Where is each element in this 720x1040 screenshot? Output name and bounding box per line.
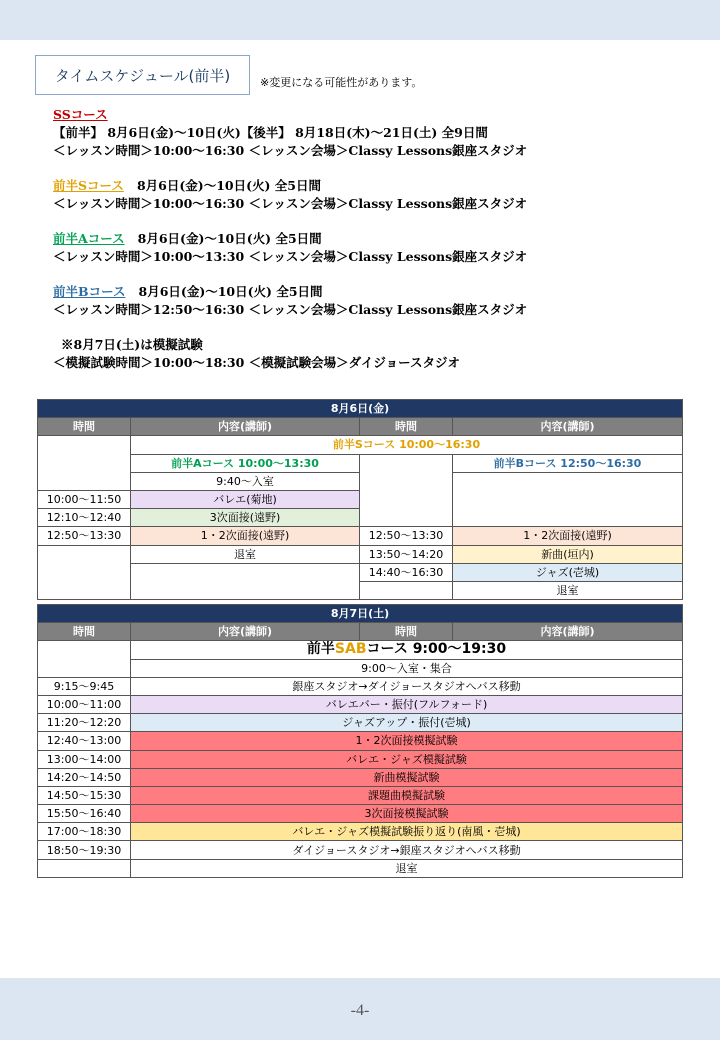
table-cell: 退室 — [131, 859, 683, 877]
col-content: 内容(講師) — [453, 418, 683, 436]
table-cell: 13:00～14:00 — [38, 750, 131, 768]
col-time: 時間 — [360, 623, 453, 641]
table-cell: 3次面接(遠野) — [131, 509, 360, 527]
change-note: ※変更になる可能性があります。 — [260, 76, 423, 89]
table-cell: ダイジョースタジオ→銀座スタジオへバス移動 — [131, 841, 683, 859]
b-course-name: 前半Bコース — [53, 284, 126, 299]
a-course-name: 前半Aコース — [53, 231, 125, 246]
table-cell: 9:40～入室 — [131, 472, 360, 490]
s-course-row: 前半Sコース 10:00～16:30 — [131, 436, 683, 454]
table-cell: 1・2次面接(遠野) — [131, 527, 360, 545]
ss-course-block — [53, 106, 527, 160]
table-cell — [131, 563, 360, 599]
table-cell: バレエ・ジャズ模擬試験振り返り(南風・壱城) — [131, 823, 683, 841]
a-course-row: 前半Aコース 10:00～13:30 — [131, 454, 360, 472]
exam-block — [53, 336, 460, 372]
table-cell: 退室 — [131, 545, 360, 563]
a-course-info: ＜レッスン時間＞10:00～13:30 ＜レッスン会場＞Classy Lessons銀座スタジオ — [53, 249, 528, 264]
table-cell: 課題曲模擬試験 — [131, 786, 683, 804]
b-course-dates: 8月6日(金)～10日(火) 全5日間 — [138, 284, 323, 299]
page-title: タイムスケジュール(前半) — [35, 55, 250, 95]
exam-info: ＜模擬試験時間＞10:00～18:30 ＜模擬試験会場＞ダイジョースタジオ — [53, 355, 461, 370]
table-cell: 18:50～19:30 — [38, 841, 131, 859]
table-cell: ジャズアップ・振付(壱城) — [131, 714, 683, 732]
table-cell: ジャズ(壱城) — [453, 563, 683, 581]
table-cell — [38, 641, 131, 677]
sab-course-row — [131, 641, 683, 659]
table-cell: 17:00～18:30 — [38, 823, 131, 841]
table-cell: バレエバー・振付(フルフォード) — [131, 695, 683, 713]
sab-label: SAB — [334, 641, 367, 658]
page-number: -4- — [350, 1002, 370, 1019]
b-course-row: 前半Bコース 12:50～16:30 — [453, 454, 683, 472]
table-cell: 1・2次面接(遠野) — [453, 527, 683, 545]
ss-course-name: SSコース — [53, 107, 108, 122]
table-cell: 1・2次面接模擬試験 — [131, 732, 683, 750]
col-content: 内容(講師) — [131, 418, 360, 436]
table-cell: 12:10～12:40 — [38, 509, 131, 527]
table-cell: 退室 — [453, 581, 683, 599]
table-cell — [360, 454, 453, 527]
col-time: 時間 — [38, 418, 131, 436]
table-cell: 11:20～12:20 — [38, 714, 131, 732]
s-course-dates: 8月6日(金)～10日(火) 全5日間 — [136, 178, 321, 193]
a-course-block — [53, 230, 527, 266]
table-cell: 14:40～16:30 — [360, 563, 453, 581]
day1-title: 8月6日(金) — [38, 400, 683, 418]
table-cell: 9:00～入室・集合 — [131, 659, 683, 677]
exam-note: ※8月7日(土)は模擬試験 — [61, 337, 203, 352]
table-cell: 12:50～13:30 — [38, 527, 131, 545]
table-cell: 12:40～13:00 — [38, 732, 131, 750]
day2-title: 8月7日(土) — [38, 605, 683, 623]
table-cell: バレエ・ジャズ模擬試験 — [131, 750, 683, 768]
table-cell: 13:50～14:20 — [360, 545, 453, 563]
day1-schedule-table — [37, 399, 683, 600]
s-course-name: 前半Sコース — [53, 178, 124, 193]
ss-course-dates: 【前半】 8月6日(金)～10日(火)【後半】 8月18日(木)～21日(土) 全9日間 — [53, 125, 488, 140]
col-content: 内容(講師) — [131, 623, 360, 641]
table-cell: 新曲模擬試験 — [131, 768, 683, 786]
col-time: 時間 — [360, 418, 453, 436]
b-course-info: ＜レッスン時間＞12:50～16:30 ＜レッスン会場＞Classy Lessons銀座スタジオ — [53, 302, 528, 317]
s-course-info: ＜レッスン時間＞10:00～16:30 ＜レッスン会場＞Classy Lessons銀座スタジオ — [53, 196, 528, 211]
table-cell: 10:00～11:00 — [38, 695, 131, 713]
sab-suffix: コース 9:00～19:30 — [366, 641, 507, 658]
table-cell: 14:50～15:30 — [38, 786, 131, 804]
table-cell: 9:15～9:45 — [38, 677, 131, 695]
day2-schedule-table — [37, 604, 683, 878]
sab-prefix: 前半 — [306, 641, 335, 658]
ss-course-info: ＜レッスン時間＞10:00～16:30 ＜レッスン会場＞Classy Lessons銀座スタジオ — [53, 143, 528, 158]
top-band — [0, 0, 720, 40]
table-cell — [453, 472, 683, 527]
table-cell: バレエ(菊地) — [131, 490, 360, 508]
table-cell — [360, 581, 453, 599]
b-course-block — [53, 283, 527, 319]
col-time: 時間 — [38, 623, 131, 641]
table-cell — [38, 859, 131, 877]
table-cell: 12:50～13:30 — [360, 527, 453, 545]
table-cell: 銀座スタジオ→ダイジョースタジオへバス移動 — [131, 677, 683, 695]
table-cell: 10:00～11:50 — [38, 490, 131, 508]
table-cell: 3次面接模擬試験 — [131, 805, 683, 823]
a-course-dates: 8月6日(金)～10日(火) 全5日間 — [137, 231, 322, 246]
table-cell: 新曲(垣内) — [453, 545, 683, 563]
table-cell — [38, 545, 131, 600]
col-content: 内容(講師) — [453, 623, 683, 641]
s-course-block — [53, 177, 527, 213]
table-cell: 14:20～14:50 — [38, 768, 131, 786]
table-cell — [38, 436, 131, 491]
table-cell: 15:50～16:40 — [38, 805, 131, 823]
